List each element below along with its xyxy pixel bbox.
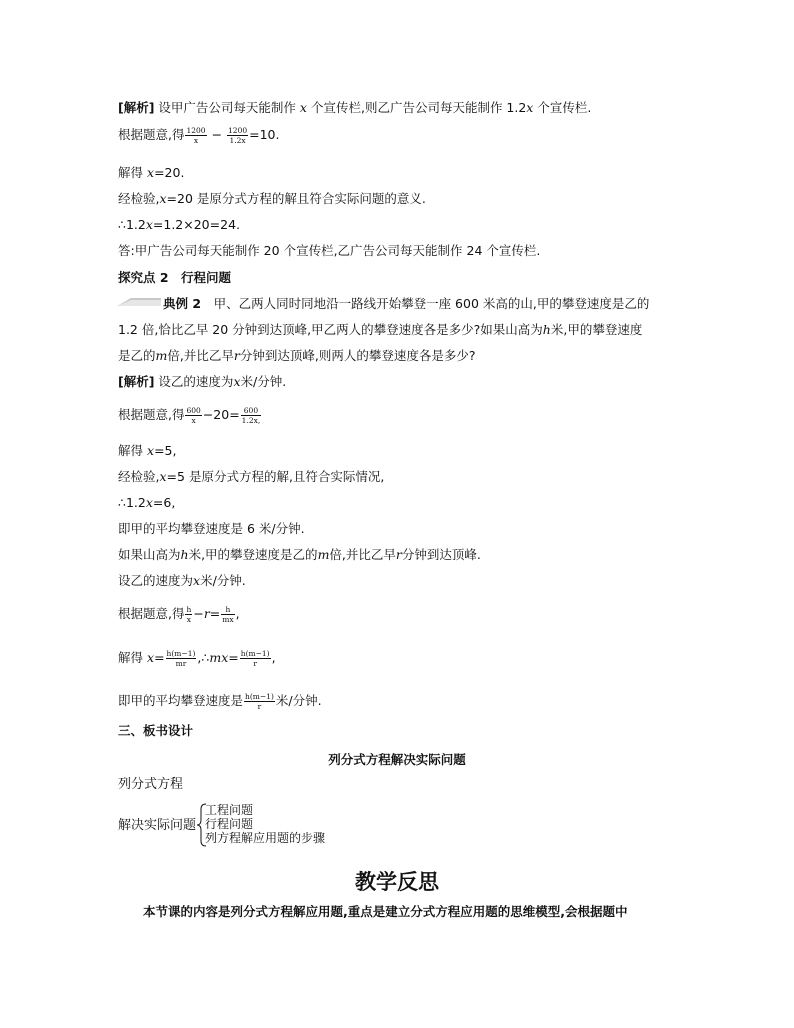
case-line (118, 547, 481, 563)
fraction (221, 605, 234, 624)
text: 根据题意,得 (118, 606, 185, 621)
analysis-line-1 (118, 100, 591, 116)
text: 根据题意,得 (118, 407, 185, 422)
text: 1.2 倍,恰比乙早 20 分钟到达顶峰,甲乙两人的攀登速度各是多少?如果山高为 (118, 322, 543, 337)
solve-line-2 (118, 443, 176, 459)
text: 米,甲的攀登速度是乙的 (188, 547, 318, 562)
board-title: 列分式方程解决实际问题 (328, 752, 466, 767)
text: 即甲的平均攀登速度是 (118, 693, 244, 708)
numerator: h(m−1) (240, 649, 270, 658)
text: ∴1.2 (118, 495, 146, 510)
var-r: r (203, 606, 210, 621)
check-line-2 (118, 469, 384, 485)
text: =1.2×20=24. (152, 217, 240, 232)
var-x: x (526, 100, 534, 115)
text: 个宣传栏. (537, 100, 592, 115)
text: =6, (152, 495, 176, 510)
operator: −20= (202, 407, 240, 422)
text: 设甲广告公司每天能制作 (158, 100, 296, 115)
text: 米,甲的攀登速度 (550, 322, 643, 337)
solve-line-3 (118, 649, 276, 668)
numerator: h (186, 605, 192, 614)
text: 是乙的 (118, 348, 156, 363)
var-r: r (395, 547, 402, 562)
section-heading-explore-2: 探究点 2 行程问题 (118, 270, 232, 285)
denominator: x (191, 416, 196, 425)
board-label: 解决实际问题 (118, 818, 197, 833)
var-x: x (233, 374, 241, 389)
text: 分钟到达顶峰,则两人的攀登速度各是多少? (239, 348, 476, 363)
board-item: 工程问题 (205, 803, 254, 817)
text: 经检验, (118, 469, 160, 484)
operator: − (193, 606, 204, 621)
reflection-heading: 教学反思 (355, 869, 439, 894)
var-x: x (145, 217, 153, 232)
numerator: h(m−1) (166, 649, 196, 658)
text: 设乙的速度为 (118, 573, 194, 588)
denominator: r (257, 702, 262, 711)
text: =5 是原分式方程的解,且符合实际情况, (166, 469, 385, 484)
result-line-1: 即甲的平均攀登速度是 6 米/分钟. (118, 521, 305, 536)
example-tag: 典例 2 (163, 296, 202, 311)
operator: − (211, 127, 223, 142)
fraction (241, 406, 262, 425)
var-x: x (145, 495, 153, 510)
example-line-2 (118, 322, 642, 338)
fraction (166, 649, 197, 668)
therefore-line-1 (118, 217, 240, 233)
fraction (240, 649, 271, 668)
var-r: r (233, 348, 240, 363)
text: 设乙的速度为 (158, 374, 234, 389)
var-x: x (147, 443, 155, 458)
equation-line-1 (118, 126, 279, 145)
denominator: mx (222, 615, 234, 624)
var-m: m (155, 348, 168, 363)
operator: = (209, 606, 221, 621)
text: , (235, 606, 240, 621)
text: 倍,并比乙早 (167, 348, 234, 363)
text: 米/分钟. (275, 693, 322, 708)
example-banner-icon (117, 296, 161, 308)
therefore-line-2 (118, 495, 175, 511)
text: 根据题意,得 (118, 127, 185, 142)
numerator: 1200 (228, 126, 248, 135)
assume-line (118, 573, 246, 589)
board-subtitle: 列分式方程 (118, 777, 184, 792)
result-line-2 (118, 692, 322, 711)
text: 分钟到达顶峰. (401, 547, 481, 562)
denominator: mr (175, 659, 187, 668)
text: 解得 (118, 165, 144, 180)
operator: = (228, 650, 239, 665)
operator: = (154, 650, 165, 665)
var-h: h (542, 322, 551, 337)
analysis-tag: [解析] (118, 100, 155, 115)
text: 米/分钟. (200, 573, 246, 588)
var-x: x (147, 650, 155, 665)
equation-line-3 (118, 605, 240, 624)
var-x: x (147, 165, 155, 180)
text: =20 是原分式方程的解且符合实际问题的意义. (166, 191, 426, 206)
text: 解得 (118, 443, 144, 458)
numerator: 600 (241, 406, 262, 416)
board-item: 行程问题 (205, 817, 254, 831)
fraction (185, 605, 192, 624)
text: 经检验, (118, 191, 160, 206)
numerator: 1200 (186, 126, 206, 135)
example-line-3 (118, 348, 475, 364)
board-items (205, 803, 325, 845)
text: 倍,并比乙早 (329, 547, 396, 562)
denominator: 1.2x (229, 136, 246, 145)
numerator: 600 (186, 406, 201, 415)
text: =10. (249, 127, 280, 142)
denominator: x (193, 136, 199, 145)
example-line-1 (163, 296, 649, 312)
analysis-line-2 (118, 374, 286, 390)
denominator: r (253, 659, 257, 668)
fraction (227, 126, 248, 145)
fraction (185, 406, 201, 425)
fraction (244, 692, 275, 711)
denominator: x (186, 615, 192, 624)
text: ∴1.2 (118, 217, 146, 232)
equation-line-2 (118, 406, 262, 425)
denominator: 1.2x, (241, 416, 261, 425)
text: 米/分钟. (240, 374, 287, 389)
text: =5, (154, 443, 177, 458)
var-h: h (180, 547, 189, 562)
text: =20. (154, 165, 185, 180)
var-x: x (159, 469, 167, 484)
text: 个宣传栏,则乙广告公司每天能制作 1.2 (310, 100, 527, 115)
answer-line-1: 答:甲广告公司每天能制作 20 个宣传栏,乙广告公司每天能制作 24 个宣传栏. (118, 243, 541, 258)
text: ,∴ (197, 650, 210, 665)
board-item: 列方程解应用题的步骤 (205, 831, 326, 845)
text: 如果山高为 (118, 547, 181, 562)
numerator: h(m−1) (245, 692, 274, 701)
solve-line-1 (118, 165, 184, 181)
text: , (271, 650, 276, 665)
numerator: h (221, 605, 234, 615)
var-x: x (193, 573, 201, 588)
text: 解得 (118, 650, 144, 665)
analysis-tag: [解析] (118, 374, 155, 389)
section-heading-board: 三、板书设计 (118, 723, 194, 738)
var-mx: mx (209, 650, 229, 665)
text: 甲、乙两人同时同地沿一路线开始攀登一座 600 米高的山,甲的攀登速度是乙的 (201, 296, 650, 311)
var-x: x (299, 100, 307, 115)
var-x: x (159, 191, 167, 206)
reflection-paragraph: 本节课的内容是列分式方程解应用题,重点是建立分式方程应用题的思维模型,会根据题中 (143, 904, 628, 919)
fraction (185, 126, 206, 145)
check-line-1 (118, 191, 426, 207)
var-m: m (317, 547, 330, 562)
